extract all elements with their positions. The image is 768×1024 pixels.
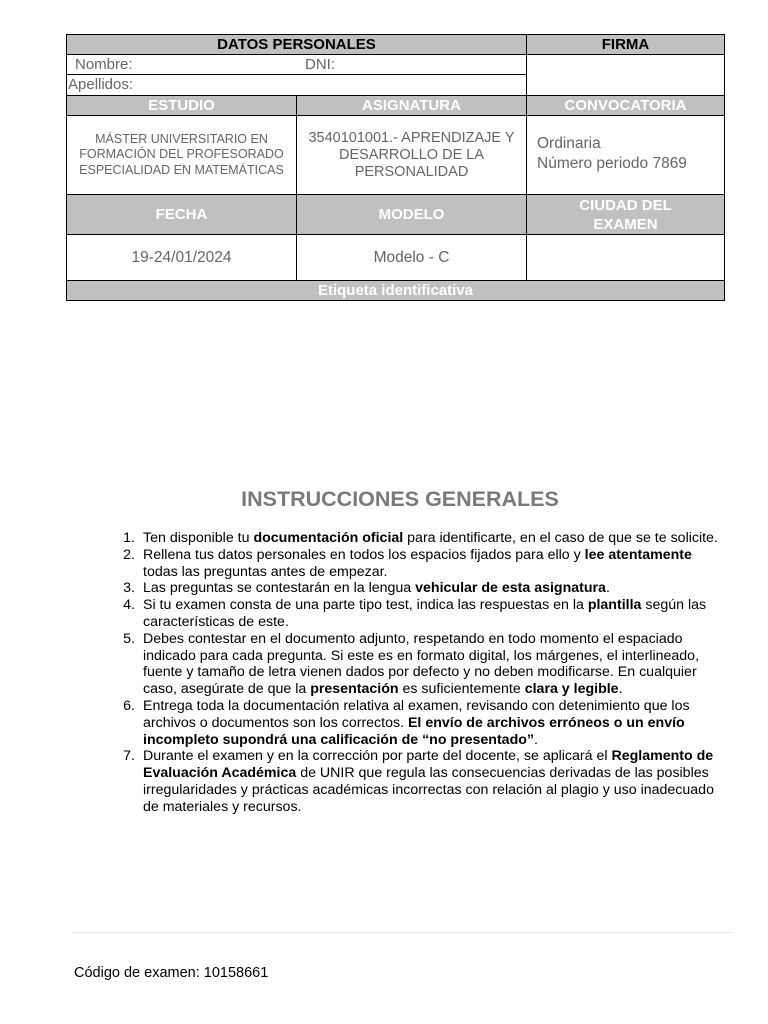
instruction-text: Entrega toda la documentación relativa al examen, revisando con detenimiento que los archivos o documentos son los correctos.: [143, 697, 690, 731]
footer-divider: [72, 932, 732, 933]
etiqueta-identificativa: Etiqueta identificativa: [66, 280, 725, 301]
exam-code: Código de examen: 10158661: [74, 965, 269, 981]
instruction-item: [123, 748, 723, 815]
nombre-label: Nombre:: [75, 56, 133, 73]
instruction-text: .: [534, 731, 538, 748]
instruction-bold: plantilla: [587, 597, 642, 614]
firma-header: FIRMA: [526, 34, 725, 55]
instruction-number: 6.: [123, 697, 135, 714]
apellidos-cell: [66, 74, 527, 96]
asignatura-line-3: PERSONALIDAD: [354, 163, 469, 180]
asignatura-line-1: 3540101001.- APRENDIZAJE Y: [308, 129, 515, 146]
instruction-number: 3.: [123, 580, 135, 597]
instruction-item: [123, 530, 723, 547]
instruction-bold: clara y legible: [524, 681, 619, 698]
instruction-text: Rellena tus datos personales en todos los espacios fijados para ello y: [143, 546, 585, 563]
instructions-title: INSTRUCCIONES GENERALES: [241, 487, 559, 511]
instruction-text: según las características de este.: [143, 597, 707, 630]
asignatura-header: ASIGNATURA: [296, 95, 527, 116]
ciudad-header: [526, 194, 725, 235]
ciudad-header-line-1: CIUDAD DEL: [579, 197, 672, 214]
dni-label: DNI:: [305, 56, 335, 73]
estudio-line-1: MÁSTER UNIVERSITARIO EN: [95, 131, 268, 146]
convocatoria-value: [526, 115, 725, 195]
nombre-dni-cell: [66, 54, 527, 75]
instruction-item: [123, 546, 723, 581]
apellidos-label: Apellidos:: [68, 76, 134, 93]
instruction-text: para identificarte, en el caso de que se te solicite.: [403, 530, 718, 546]
instruction-bold: documentación oficial: [253, 530, 404, 546]
instruction-bold: Reglamento de Evaluación Académica: [143, 748, 714, 782]
instruction-item: [123, 580, 723, 597]
instruction-number: 2.: [123, 546, 135, 563]
firma-box[interactable]: [526, 54, 725, 96]
asignatura-value: [296, 115, 527, 195]
asignatura-line-2: DESARROLLO DE LA: [338, 146, 485, 163]
estudio-line-2: FORMACIÓN DEL PROFESORADO: [79, 147, 284, 162]
instruction-bold: presentación: [310, 681, 399, 698]
modelo-value: Modelo - C: [296, 234, 527, 281]
fecha-header: FECHA: [66, 194, 297, 235]
instruction-text: Las preguntas se contestarán en la lengua: [143, 580, 416, 597]
datos-personales-header: DATOS PERSONALES: [66, 34, 527, 55]
instruction-bold: El envío de archivos erróneos o un envío incompleto supondrá una calificación de “no presentado”: [143, 714, 685, 748]
instruction-text: es suficientemente: [398, 681, 525, 698]
instructions-list: [123, 530, 723, 816]
convocatoria-header: CONVOCATORIA: [526, 95, 725, 116]
instruction-item: [123, 630, 723, 698]
instruction-text: Debes contestar en el documento adjunto, respetando en todo momento el espaciado indicado para cada pregunta. Si este es en formato digital, los márgenes, el interlineado, fuente y tamaño de letra vienen dados por defecto y no deben modificarse. En cualquier caso, asegúrate de que la: [143, 630, 700, 698]
instruction-item: [123, 697, 723, 748]
instruction-text: Durante el examen y en la corrección por parte del docente, se aplicará el: [143, 748, 612, 765]
instruction-text: Si tu examen consta de una parte tipo test, indica las respuestas en la: [143, 597, 588, 614]
instruction-text: todas las preguntas antes de empezar.: [143, 563, 388, 580]
instruction-text: de UNIR que regula las consecuencias derivadas de las posibles irregularidades y prácticas académicas incorrectas con relación al plagio y uso inadecuado de materiales y recursos.: [143, 765, 714, 815]
modelo-header: MODELO: [296, 194, 527, 235]
fecha-value: 19-24/01/2024: [66, 234, 297, 281]
estudio-line-3: ESPECIALIDAD EN MATEMÁTICAS: [79, 162, 284, 177]
instruction-number: 5.: [123, 630, 135, 647]
estudio-value: [66, 115, 297, 195]
estudio-header: ESTUDIO: [66, 95, 297, 116]
instruction-number: 7.: [123, 748, 135, 765]
ciudad-header-line-2: EXAMEN: [593, 216, 658, 233]
ciudad-value[interactable]: [526, 234, 725, 281]
instruction-text: .: [605, 580, 610, 597]
instruction-item: [123, 597, 723, 631]
convocatoria-period: Número periodo 7869: [537, 155, 687, 172]
instruction-bold: lee atentamente: [584, 546, 692, 563]
instruction-text: Ten disponible tu: [143, 530, 254, 546]
instruction-bold: vehicular de esta asignatura: [415, 580, 606, 597]
convocatoria-type: Ordinaria: [537, 135, 601, 152]
instruction-text: .: [618, 681, 623, 698]
instruction-number: 1.: [123, 530, 135, 546]
instruction-number: 4.: [123, 597, 135, 614]
